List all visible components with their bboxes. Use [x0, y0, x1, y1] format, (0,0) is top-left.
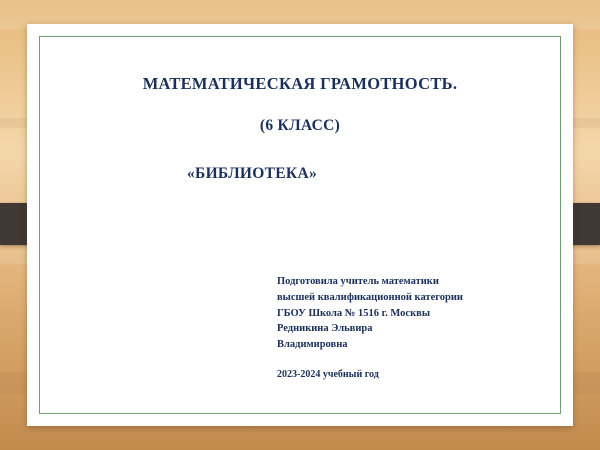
slide-title: МАТЕМАТИЧЕСКАЯ ГРАМОТНОСТЬ. [142, 74, 458, 93]
author-line-3: ГБОУ Школа № 1516 г. Москвы [277, 307, 431, 319]
academic-year: 2023-2024 учебный год [277, 368, 379, 380]
author-line-1: Подготовила учитель математики [277, 276, 439, 287]
author-line-4: Редникина Эльвира [277, 323, 373, 335]
author-line-2: высшей квалификационной категории [277, 291, 463, 303]
author-line-5: Владимировна [277, 339, 348, 350]
slide-card [27, 24, 573, 426]
author-block [277, 274, 547, 382]
slide-grade: (6 КЛАСС) [259, 116, 341, 134]
slide-content [27, 24, 573, 426]
slide-topic: «БИБЛИОТЕКА» [186, 165, 318, 183]
title-block [27, 74, 573, 184]
